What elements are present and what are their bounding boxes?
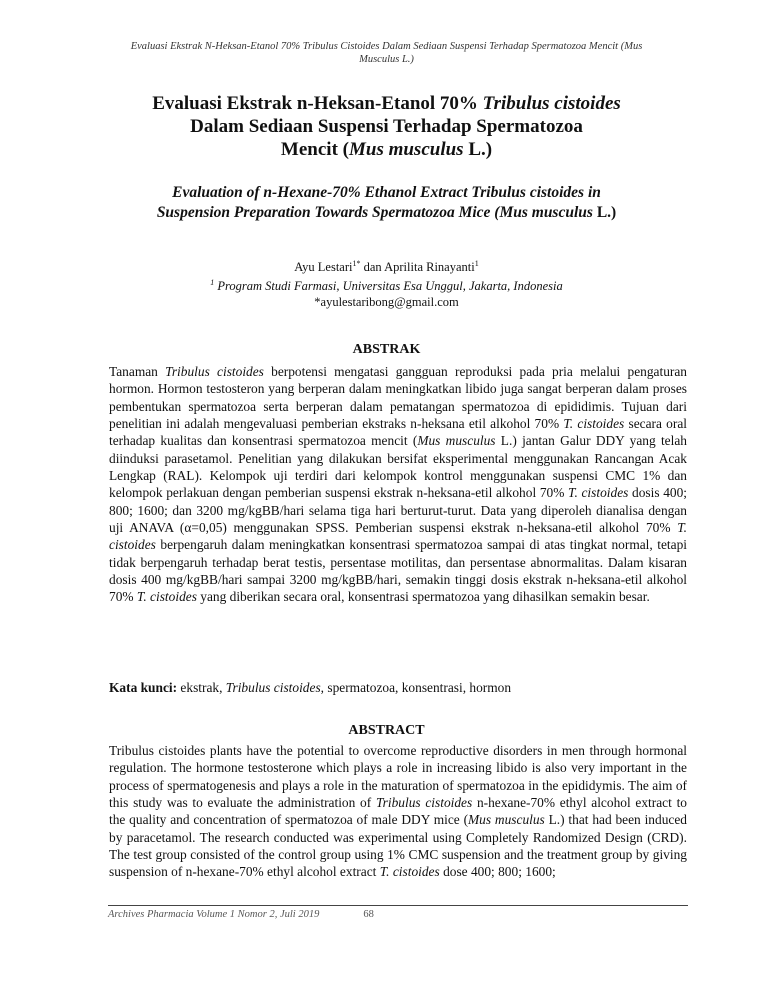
title-en-line1: Evaluation of n-Hexane-70% Ethanol Extract Tribulus cistoides in <box>172 184 601 201</box>
abstrak-species: Tribulus cistoides <box>165 364 264 379</box>
title-english <box>80 183 693 223</box>
abstract-species: Mus musculus <box>468 812 545 828</box>
author-1: Ayu Lestari <box>294 260 353 275</box>
author-2: Aprilita Rinayanti <box>384 260 475 275</box>
abstract-species: Tribulus cistoides <box>375 795 473 811</box>
abstract-text: L.) that had been induced by paracetamol. The research conducted was experimental using Completely Randomized Design (CRD). The test group consisted of the control group using 1% CMC suspension and the treatment group by giving suspension of n-hexane-70% ethyl alcohol extract <box>109 812 687 880</box>
author-block <box>100 256 673 310</box>
title-id-line3-species: Mus musculus <box>348 139 464 160</box>
title-en-line2: Suspension Preparation Towards Spermatozoa Mice (Mus musculus <box>156 204 593 221</box>
title-id-line1-species: Tribulus cistoides <box>482 93 621 114</box>
author-line <box>100 256 673 275</box>
abstrak-heading: ABSTRAK <box>352 342 421 357</box>
abstrak-text: yang diberikan secara oral, konsentrasi spermatozoa yang dihasilkan semakin besar. <box>196 589 650 605</box>
affiliation: Program Studi Farmasi, Universitas Esa Unggul, Jakarta, Indonesia <box>214 279 563 294</box>
abstrak-text: berpotensi mengatasi gangguan reproduksi pada pria melalui pengaturan hormon. Hormon testosteron yang berperan dalam meningkatkan libido juga sangat berperan dalam proses pembentukan spermatozoa serta berperan dalam pematangan spermatozoa di epididimis. Tujuan dari penelitian ini adalah mengevaluasi pemberian ekstraks n-heksana etil alkohol 70% <box>109 364 687 432</box>
title-id-line1: Evaluasi Ekstrak n-Heksan-Etanol 70% <box>152 93 483 114</box>
running-header: Evaluasi Ekstrak N-Heksan-Etanol 70% Tribulus Cistoides Dalam Sediaan Suspensi Terhadap Spermatozoa Mencit (Mus Musculus L.) <box>130 41 643 65</box>
author-2-sup: 1 <box>474 259 479 268</box>
title-id-line3: Mencit ( <box>280 139 349 160</box>
title-indonesian <box>80 92 693 161</box>
footer-journal: Archives Pharmacia Volume 1 Nomor 2, Juli 2019 <box>108 909 320 920</box>
affiliation-sup: 1 <box>210 278 215 288</box>
abstract-paragraph <box>109 742 687 881</box>
abstrak-species: T. cistoides <box>568 485 629 501</box>
author-email: *ayulestaribong@gmail.com <box>314 295 459 310</box>
keywords-line <box>109 679 687 696</box>
abstrak-species: T. cistoides <box>109 520 687 553</box>
keywords-label: Kata kunci: <box>109 680 178 695</box>
abstrak-text: secara oral terhadap kualitas dan konsentrasi spermatozoa mencit ( <box>109 416 687 449</box>
page-number: 68 <box>363 909 374 920</box>
abstract-text: Tribulus cistoides plants have the potential to overcome reproductive disorders in men through hormonal regulation. The hormone testosterone which plays a role in increasing libido is also very important in the process of spermatogenesis and plays a role in the maturation of spermatozoa in the epididymis. The aim of this study was to evaluate the administration of <box>109 743 687 811</box>
title-id-line3-end: L.) <box>463 139 493 160</box>
abstrak-species: T. cistoides <box>136 589 197 605</box>
abstract-heading: ABSTRACT <box>348 723 425 738</box>
author-joiner: dan <box>360 260 385 275</box>
title-id-line2: Dalam Sediaan Suspensi Terhadap Spermatozoa <box>190 116 583 137</box>
abstrak-text: dosis 400; 800; 1600; dan 3200 mg/kgBB/hari selama tiga hari berturut-turut. Data yang diperoleh dianalisa dengan uji ANAVA (α=0,05) menggunakan SPSS. Pemberian suspensi ekstrak n-heksana-etil alkohol 70% <box>109 485 688 536</box>
abstract-species: T. cistoides <box>379 864 440 880</box>
author-1-sup: 1* <box>352 259 361 268</box>
keywords-species: Tribulus cistoides <box>225 680 321 695</box>
title-en-line2-end: L.) <box>592 204 617 221</box>
abstrak-species: T. cistoides <box>563 416 625 432</box>
abstract-text: dose 400; 800; 1600; <box>439 864 556 880</box>
keywords-text: , spermatozoa, konsentrasi, hormon <box>320 680 512 695</box>
keywords-text: ekstrak, <box>177 680 226 695</box>
abstrak-paragraph <box>109 363 687 606</box>
abstrak-text: berpengaruh dalam meningkatkan konsentrasi spermatozoa sampai di atas tingkat normal, tetapi tidak berpengaruh terhadap berat testis, persentase motilitas, dan persentase abnormalitas. Dalam kisaran dosis 400 mg/kgBB/hari sampai 3200 mg/kgBB/hari, semakin tinggi dosis ekstrak n-heksana-etil alkohol 70% <box>109 537 687 605</box>
page-footer <box>108 909 374 920</box>
abstrak-text: L.) jantan Galur DDY yang telah diinduksi parasetamol. Penelitian yang dilakukan bersifat eksperimental menggunakan Rancangan Acak Lengkap (RAL). Kelompok uji terdiri dari kelompok kontrol menggunakan suspensi CMC 1% dan kelompok perlakuan dengan pemberian suspensi ekstrak n-heksana-etil alkohol 70% <box>109 433 687 501</box>
abstrak-species: Mus musculus <box>417 433 496 449</box>
abstract-text: n-hexane-70% ethyl alcohol extract to the quality and concentration of spermatozoa of male DDY mice ( <box>109 795 687 828</box>
footer-divider <box>108 905 688 906</box>
affiliation-line <box>100 275 673 294</box>
abstrak-text: Tanaman <box>109 364 166 379</box>
